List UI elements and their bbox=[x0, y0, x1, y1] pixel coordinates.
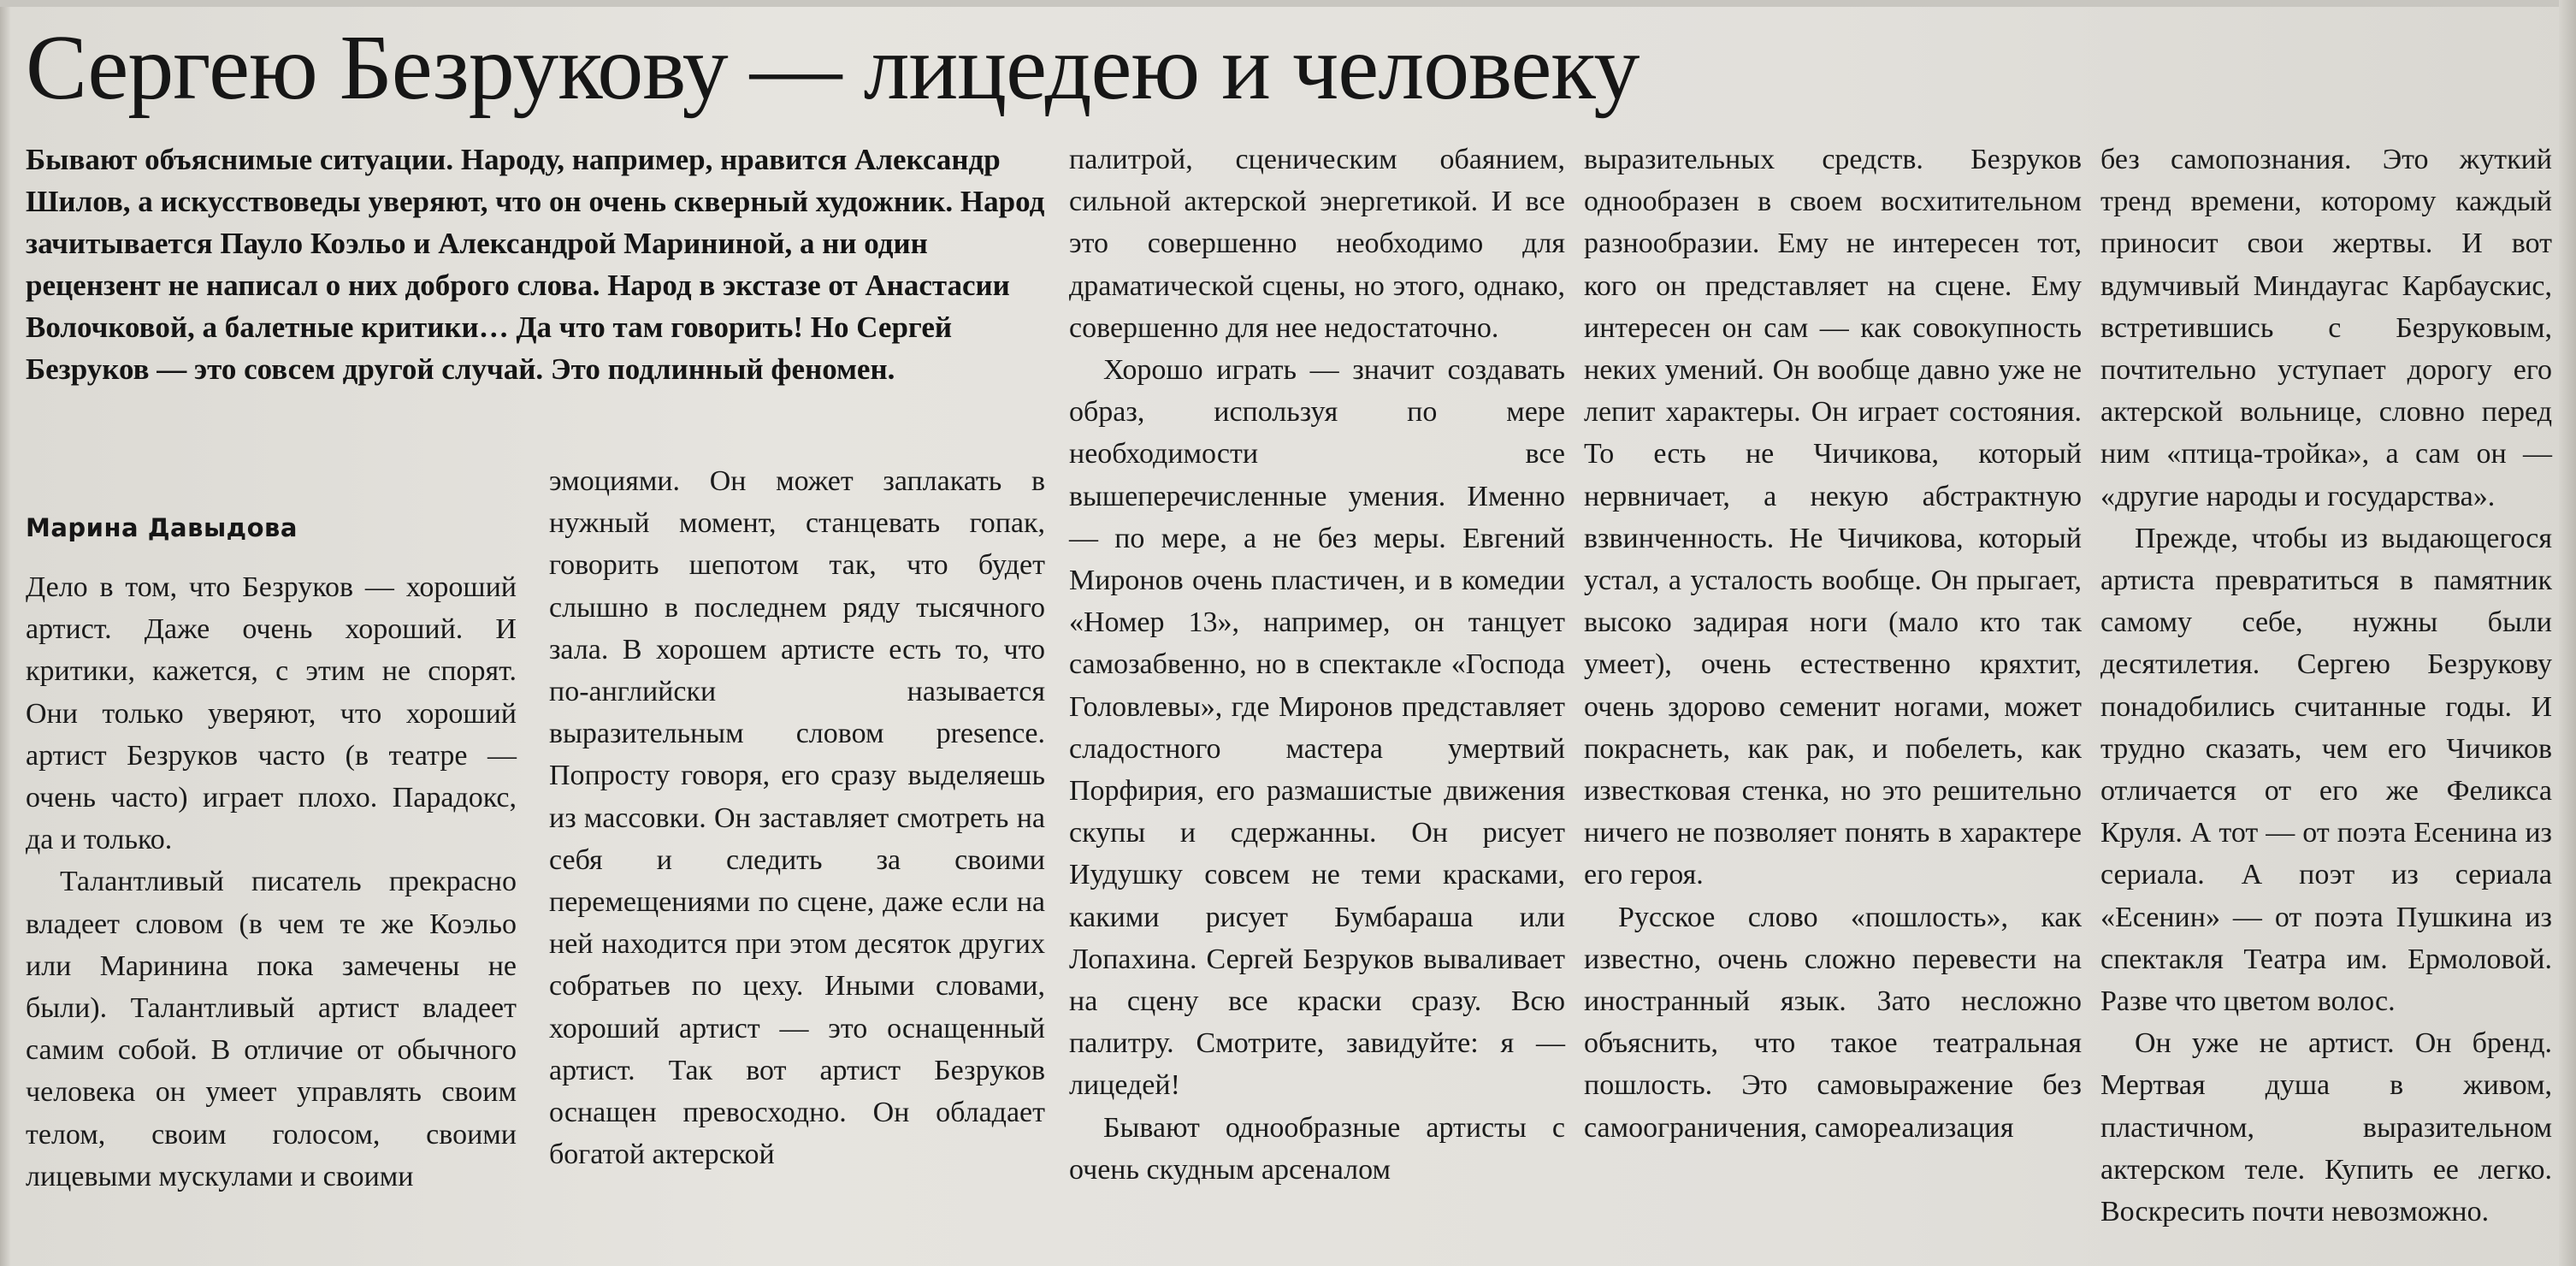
paragraph: Дело в том, что Безруков — хороший артист. Даже очень хороший. И критики, кажется, с этим не спорят. Они только уверяют, что хороший артист Безруков часто (в театре — очень часто) играет плохо. Парадокс, да и только. bbox=[26, 571, 517, 856]
paragraph: Прежде, чтобы из выдающегося артиста превратиться в памятник самому себе, нужны были десятилетия. Сергею Безрукову понадобились считанные годы. И трудно сказать, чем его Чичиков отличается от его же Феликса Круля. А тот — от поэта Есенина из сериала. А поэт из сериала «Есенин» — от поэта Пушкина из спектакля Театра им. Ермоловой. Разве что цветом волос. bbox=[2100, 522, 2552, 1018]
author-byline: Марина Давыдова bbox=[26, 513, 298, 542]
paragraph: выразительных средств. Безруков однообразен в своем восхитительном разнообразии. Ему не интересен тот, кого он представляет на сцене. Ему интересен он сам — как совокупность неких умений. Он вообще давно уже не лепит характеры. Он играет состояния. То есть не Чичикова, который нервничает, а некую абстрактную взвинченность. Не Чичикова, который устал, а усталость вообще. Он прыгает, высоко задирая ноги (мало кто так умеет), очень естественно кряхтит, очень здорово семенит ногами, может покраснеть, как рак, и побелеть, как известковая стенка, но это решительно ничего не позволяет понять в характере его героя. bbox=[1584, 144, 2082, 891]
page-edge-left bbox=[0, 0, 10, 1266]
article-column-5 bbox=[2100, 139, 2552, 1233]
paragraph: Он уже не артист. Он бренд. Мертвая душа в живом, пластичном, выразительном актерском теле. Купить ее легко. Воскресить почти невозможно. bbox=[2100, 1027, 2552, 1228]
paragraph: Хорошо играть — значит создавать образ, используя по мере необходимости все вышеперечисленные умения. Именно — по мере, а не без меры. Евгений Миронов очень пластичен, и в комедии «Номер 13», например, он танцует самозабвенно, но в спектакле «Господа Головлевы», где Миронов представляет сладостного мастера умертвий Порфирия, его размашистые движения скупы и сдержанны. Он рисует Иудушку совсем не теми красками, какими рисует Бумбараша или Лопахина. Сергей Безруков вываливает на сцену все краски сразу. Всю палитру. Смотрите, завидуйте: я — лицедей! bbox=[1069, 354, 1565, 1102]
page-edge-right bbox=[2559, 0, 2576, 1266]
paragraph: палитрой, сценическим обаянием, сильной актерской энергетикой. И все это совершенно необходимо для драматической сцены, но этого, однако, совершенно для нее недостаточно. bbox=[1069, 144, 1565, 344]
article-lead: Бывают объяснимые ситуации. Народу, например, нравится Александр Шилов, а искусствоведы уверяют, что он очень скверный художник. Народ зачитывается Пауло Коэльо и Александрой Марининой, а ни один рецензент не написал о них доброго слова. Народ в экстазе от Анастасии Волочковой, а балетные критики… Да что там говорить! Но Сергей Безруков — это совсем другой случай. Это подлинный феномен. bbox=[26, 143, 1045, 386]
paragraph: Русское слово «пошлость», как известно, очень сложно перевести на иностранный язык. Зато несложно объяснить, что такое театральная пошлость. Это самовыражение без самоограничения, самореализация bbox=[1584, 901, 2082, 1144]
article-column-4 bbox=[1584, 139, 2082, 1149]
article-column-3 bbox=[1069, 139, 1565, 1191]
article-column-1 bbox=[26, 524, 517, 1266]
page-edge-top bbox=[0, 0, 2576, 7]
article-column-2 bbox=[549, 460, 1045, 1175]
paragraph: Бывают однообразные артисты с очень скудным арсеналом bbox=[1069, 1111, 1565, 1186]
paragraph: эмоциями. Он может заплакать в нужный момент, станцевать гопак, говорить шепотом так, что будет слышно в последнем ряду тысячного зала. В хорошем артисте есть то, что по-английски называется выразительным словом presence. Попросту говоря, его сразу выделяешь из массовки. Он заставляет смотреть на себя и следить за своими перемещениями по сцене, даже если на ней находится при этом десяток других собратьев по цеху. Иными словами, хороший артист — это оснащенный артист. Так вот артист Безруков оснащен превосходно. Он обладает богатой актерской bbox=[549, 465, 1045, 1171]
paragraph: без самопознания. Это жуткий тренд времени, которому каждый приносит свои жертвы. И вот вдумчивый Миндаугас Карбаускис, встретившись с Безруковым, почтительно уступает дорогу его актерской вольнице, словно перед ним «птица-тройка», а сам он — «другие народы и государства». bbox=[2100, 144, 2552, 512]
article-headline: Сергею Безрукову — лицедею и человеку bbox=[26, 17, 1640, 119]
paragraph: Талантливый писатель прекрасно владеет словом (в чем те же Коэльо или Маринина пока замечены не были). Талантливый артист владеет самим собой. В отличие от обычного человека он умеет управлять своим телом, своим голосом, своими лицевыми мускулами и своими bbox=[26, 866, 517, 1192]
